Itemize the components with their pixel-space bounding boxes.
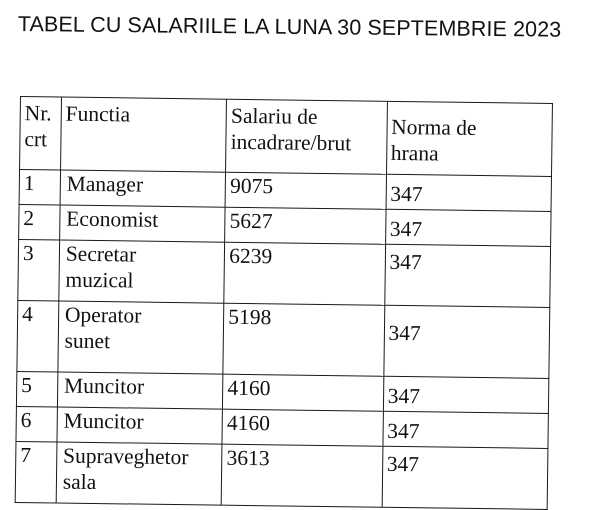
page-title: TABEL CU SALARIILE LA LUNA 30 SEPTEMBRIE 2023 [17,12,562,42]
header-nr: Nr. crt [20,97,62,171]
header-food-norm: Norma de hrana [386,101,552,176]
row-function: Operator sunet [58,301,224,374]
row-salary: 3613 [221,444,382,507]
table-row [18,239,551,307]
row-salary: 9075 [225,172,386,209]
row-food-norm: 347 [386,174,552,211]
row-nr: 6 [16,406,57,442]
row-function: Secretar muzical [59,240,225,303]
row-salary: 4160 [223,374,384,411]
row-function: Manager [60,170,226,207]
row-food-norm: 347 [383,376,549,413]
row-function: Economist [59,205,225,242]
row-function: Supraveghetor sala [56,442,222,505]
row-nr: 5 [16,371,57,407]
row-food-norm: 347 [383,411,549,448]
row-salary: 5198 [223,303,384,376]
row-salary: 4160 [222,409,383,446]
row-salary: 6239 [224,242,385,305]
row-food-norm: 347 [382,446,548,509]
table-row [17,300,550,378]
row-salary: 5627 [225,207,386,244]
row-food-norm: 347 [383,305,549,378]
header-salary: Salariu de incadrare/brut [226,99,387,174]
header-function: Functia [60,97,226,172]
row-food-norm: 347 [384,244,550,307]
table-header-row [20,97,553,177]
row-food-norm: 347 [385,209,551,246]
row-nr: 4 [17,300,59,372]
row-nr: 3 [18,239,60,301]
row-function: Muncitor [57,372,223,409]
row-nr: 1 [19,170,60,206]
row-nr: 7 [15,441,57,503]
row-nr: 2 [19,204,60,240]
row-function: Muncitor [57,407,223,444]
table-row [15,441,548,509]
salary-table [15,96,553,510]
